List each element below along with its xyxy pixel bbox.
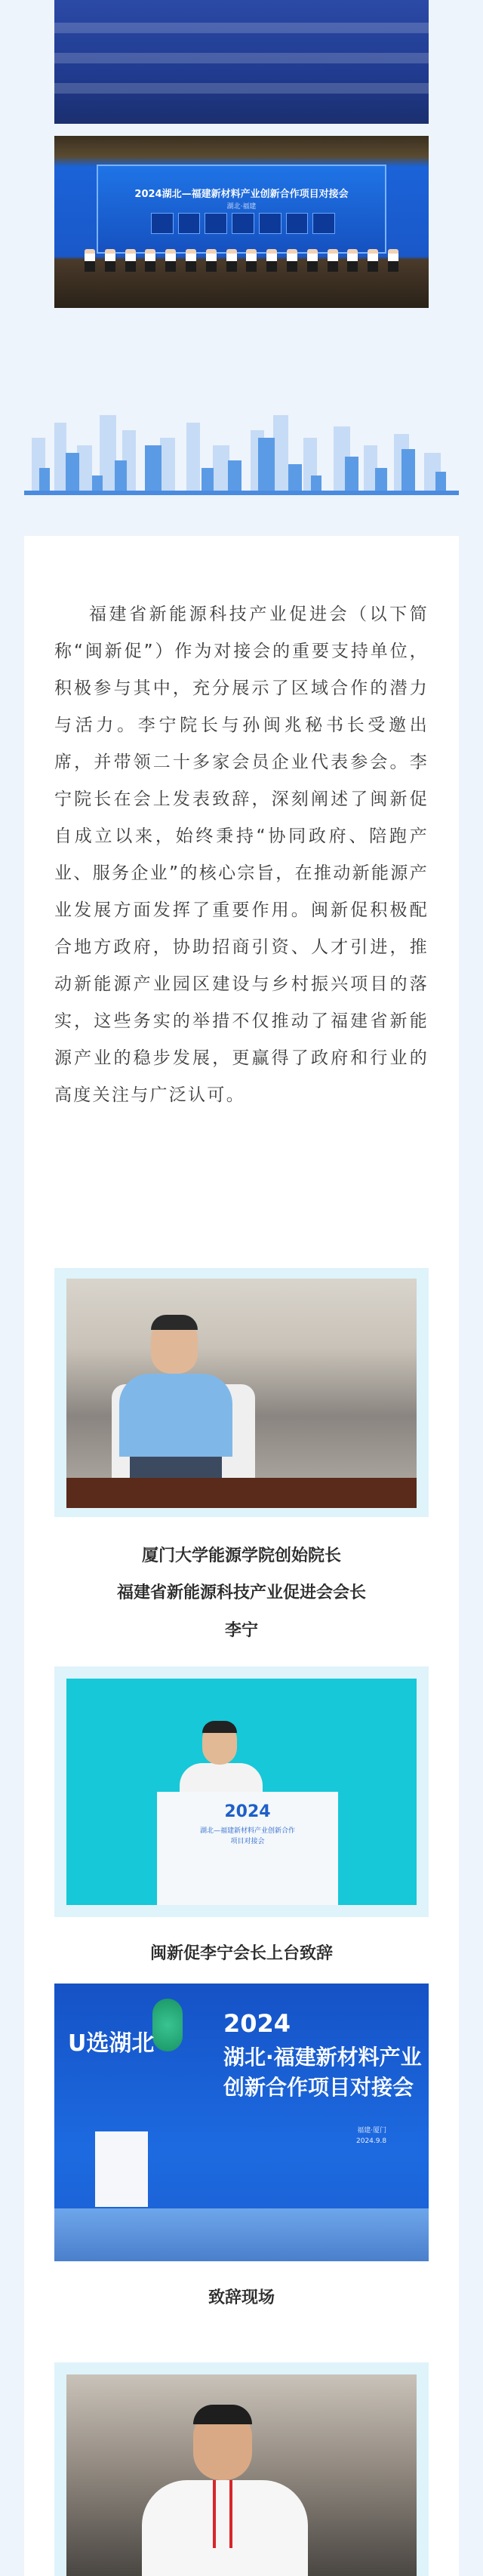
backdrop-place: 福建·厦门 (357, 2127, 387, 2134)
backdrop-year: 2024 (223, 2009, 291, 2038)
podium-line: 项目对接会 (230, 1838, 265, 1845)
li-ning-seated-photo (66, 1279, 417, 1508)
article-paragraph: 福建省新能源科技产业促进会（以下简称“闽新促”）作为对接会的重要支持单位，积极参与其中，充分展示了区域合作的潜力与活力。李宁院长与孙闽兆秘书长受邀出席，并带领二十多家会员企业代表参会。李宁院长在会上发表致辞，深刻阐述了闽新促自成立以来，始终秉持“协同政府、陪跑产业、服务企业”的核心宗旨，在推动新能源产业发展方面发挥了重要作用。闽新促积极配合地方政府，协助招商引资、人才引进，推动新能源产业园区建设与乡村振兴项目的落实，这些务实的举措不仅推动了福建省新能源产业的稳步发展，更赢得了政府和行业的高度关注与广泛认可。 (54, 605, 429, 1105)
backdrop-date: 2024.9.8 (356, 2137, 387, 2145)
podium-speech-photo (66, 1679, 417, 1905)
stage-screen-title: 2024湖北—福建新材料产业创新合作项目对接会 (134, 189, 349, 200)
photo-caption-name: 李宁 (224, 1621, 258, 1640)
stage-group-photo (54, 136, 429, 308)
backdrop-brand: U选湖北 (68, 2030, 155, 2057)
stage-screen (97, 165, 386, 254)
photo-caption: 致辞现场 (208, 2288, 275, 2307)
photo-caption-role: 福建省新能源科技产业促进会会长 (116, 1583, 366, 1602)
podium-line: 湖北—福建新材料产业创新合作 (199, 1827, 295, 1835)
backdrop-title: 湖北·福建新材料产业 (223, 2045, 422, 2070)
backdrop-title: 创新合作项目对接会 (223, 2075, 414, 2100)
attendee-photo (66, 2374, 417, 2576)
conference-audience-photo (54, 0, 429, 124)
stage-screen-subtitle: 湖北·福建 (226, 203, 257, 211)
podium-year: 2024 (224, 1802, 271, 1821)
photo-caption: 闽新促李宁会长上台致辞 (149, 1944, 333, 1963)
podium (157, 1792, 338, 1905)
photo-caption-title: 厦门大学能源学院创始院长 (141, 1547, 341, 1565)
venue-backdrop-photo (54, 1984, 429, 2261)
city-skyline-divider (24, 392, 459, 498)
